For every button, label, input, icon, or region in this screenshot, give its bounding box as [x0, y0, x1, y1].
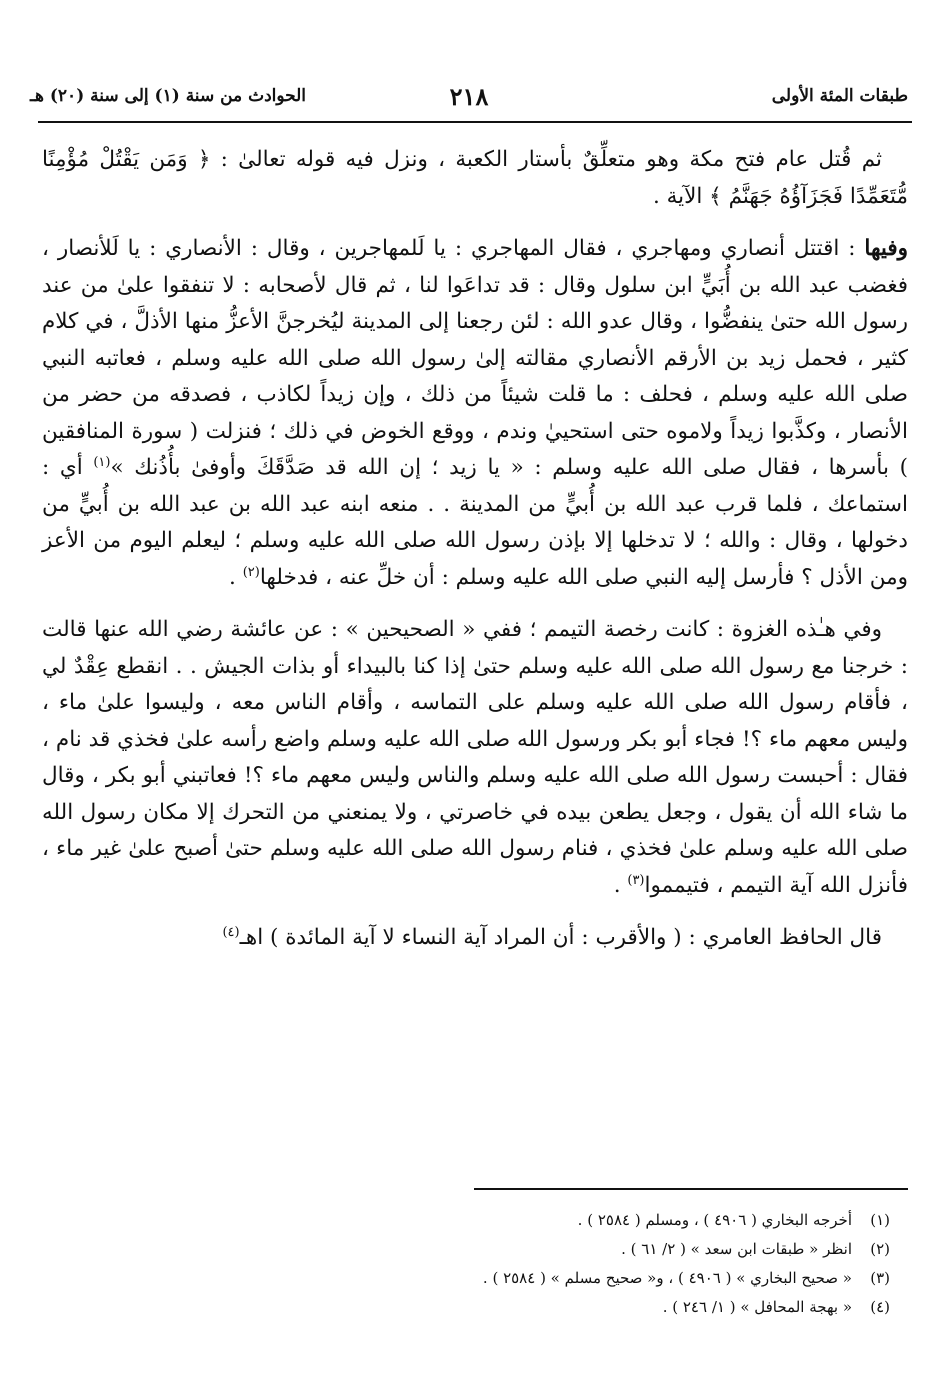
footnote-number: (١)	[870, 1211, 890, 1229]
footnote-ref-2: (٢)	[242, 564, 260, 580]
footnote-text: انظر « طبقات ابن سعد » ( ٢/ ٦١ ) .	[621, 1240, 852, 1258]
paragraph-1	[42, 142, 908, 215]
main-text	[42, 142, 908, 973]
footnote-ref-3: (٣)	[627, 872, 645, 888]
header-rule	[38, 121, 912, 123]
footnote-2	[60, 1235, 890, 1264]
running-header	[30, 82, 908, 114]
paragraph-2-text-c: .	[229, 564, 243, 590]
paragraph-4	[42, 920, 908, 957]
paragraph-4-text: قال الحافظ العامري : ( والأقرب : أن المراد آية النساء لا آية المائدة ) اهـ	[239, 925, 882, 950]
footnote-4	[60, 1293, 890, 1322]
paragraph-1-text: ثم قُتل عام فتح مكة وهو متعلِّقٌ بأستار الكعبة ، ونزل فيه قوله تعالىٰ : ﴿ وَمَن يَقْتُلْ مُؤْمِنًا مُّتَعَمِّدًا فَجَزَآؤُهُ جَهَنَّمُ ﴾ الآية .	[42, 147, 908, 209]
book-title: طبقات المئة الأولى	[771, 86, 908, 106]
page-number: ٢١٨	[449, 82, 489, 111]
footnote-ref-4: (٤)	[222, 924, 240, 940]
footnote-ref-1: (١)	[93, 454, 111, 470]
footnote-text: « بهجة المحافل » ( ١/ ٢٤٦ ) .	[662, 1298, 852, 1316]
footnote-number: (٢)	[870, 1240, 890, 1258]
paragraph-2	[42, 231, 908, 596]
paragraph-2-text-a: : اقتتل أنصاري ومهاجري ، فقال المهاجري : يا لَلمهاجرين ، وقال : الأنصاري : يا لَلأنصار ، فغضب عبد الله بن أُبَيٍّ ابن سلول وقال : قد تداعَوا لنا ، ثم قال لأصحابه : لا تنفقوا علىٰ من عند رسول الله حتىٰ ينفضُّوا ، وقال عدو الله : لئن رجعنا إلى المدينة ليُخرجنَّ الأعزُّ منها الأذلَّ ، في كلام كثير ، فحمل زيد بن الأرقم الأنصاري مقالته إلىٰ رسول الله صلى الله عليه وسلم ، فعاتبه النبي صلى الله عليه وسلم ، فحلف : ما قلت شيئاً من ذلك ، وإن زيداً لكاذب ، فصدقه من حضر من الأنصار ، وكذَّبوا زيداً ولاموه حتى استحييٰ وندم ، ووقع الخوض في ذلك ؛ فنزلت ( سورة المنافقين ) بأسرها ، فقال صلى الله عليه وسلم : « يا زيد ؛ إن الله قد صَدَّقَكَ وأوفىٰ بأُذُنك »	[42, 236, 908, 480]
footnote-1	[60, 1206, 890, 1235]
section-title: الحوادث من سنة (١) إلى سنة (٢٠) هـ	[30, 86, 307, 106]
footnote-text: أخرجه البخاري ( ٤٩٠٦ ) ، ومسلم ( ٢٥٨٤ ) .	[577, 1211, 852, 1229]
paragraph-2-lead: وفيها	[864, 236, 908, 261]
footnote-number: (٣)	[870, 1269, 890, 1287]
footnote-rule	[474, 1188, 908, 1190]
paragraph-2-text-b: أي : استماعك ، فلما قرب عبد الله بن أُبيٍّ من المدينة . . منعه ابنه عبد الله بن عبد الله بن أُبيٍّ من دخولها ، وقال : والله ؛ لا تدخلها إلا بإذن رسول الله صلى الله عليه وسلم ؛ ليعلم اليوم من الأعز ومن الأذل ؟ فأرسل إليه النبي صلى الله عليه وسلم : أن خلِّ عنه ، فدخلها	[42, 455, 908, 590]
paragraph-3-text-b: .	[613, 872, 628, 898]
paragraph-3	[42, 612, 908, 904]
footnote-3	[60, 1264, 890, 1293]
paragraph-3-text-a: وفي هـٰذه الغزوة : كانت رخصة التيمم ؛ ففي « الصحيحين » : عن عائشة رضي الله عنها قالت : خرجنا مع رسول الله صلى الله عليه وسلم حتىٰ إذا كنا بالبيداء أو بذات الجيش . . انقطع عِقْدٌ لي ، فأقام رسول الله صلى الله عليه وسلم على التماسه ، وأقام الناس معه ، وليسوا علىٰ ماء ، وليس معهم ماء ؟! فجاء أبو بكر ورسول الله صلى الله عليه وسلم واضع رأسه علىٰ فخذي قد نام ، فقال : أحبست رسول الله صلى الله عليه وسلم والناس وليس معهم ماء ؟! فعاتبني أبو بكر ، وقال ما شاء الله أن يقول ، وجعل يطعن بيده في خاصرتي ، ولا يمنعني من التحرك إلا مكان رسول الله صلى الله عليه وسلم علىٰ فخذي ، فنام رسول الله صلى الله عليه وسلم حتىٰ أصبح علىٰ غير ماء ، فأنزل الله آية التيمم ، فتيمموا	[42, 617, 908, 898]
footnote-text: « صحيح البخاري » ( ٤٩٠٦ ) ، و« صحيح مسلم » ( ٢٥٨٤ ) .	[482, 1269, 852, 1287]
footnote-number: (٤)	[870, 1298, 890, 1316]
footnotes	[60, 1206, 890, 1322]
